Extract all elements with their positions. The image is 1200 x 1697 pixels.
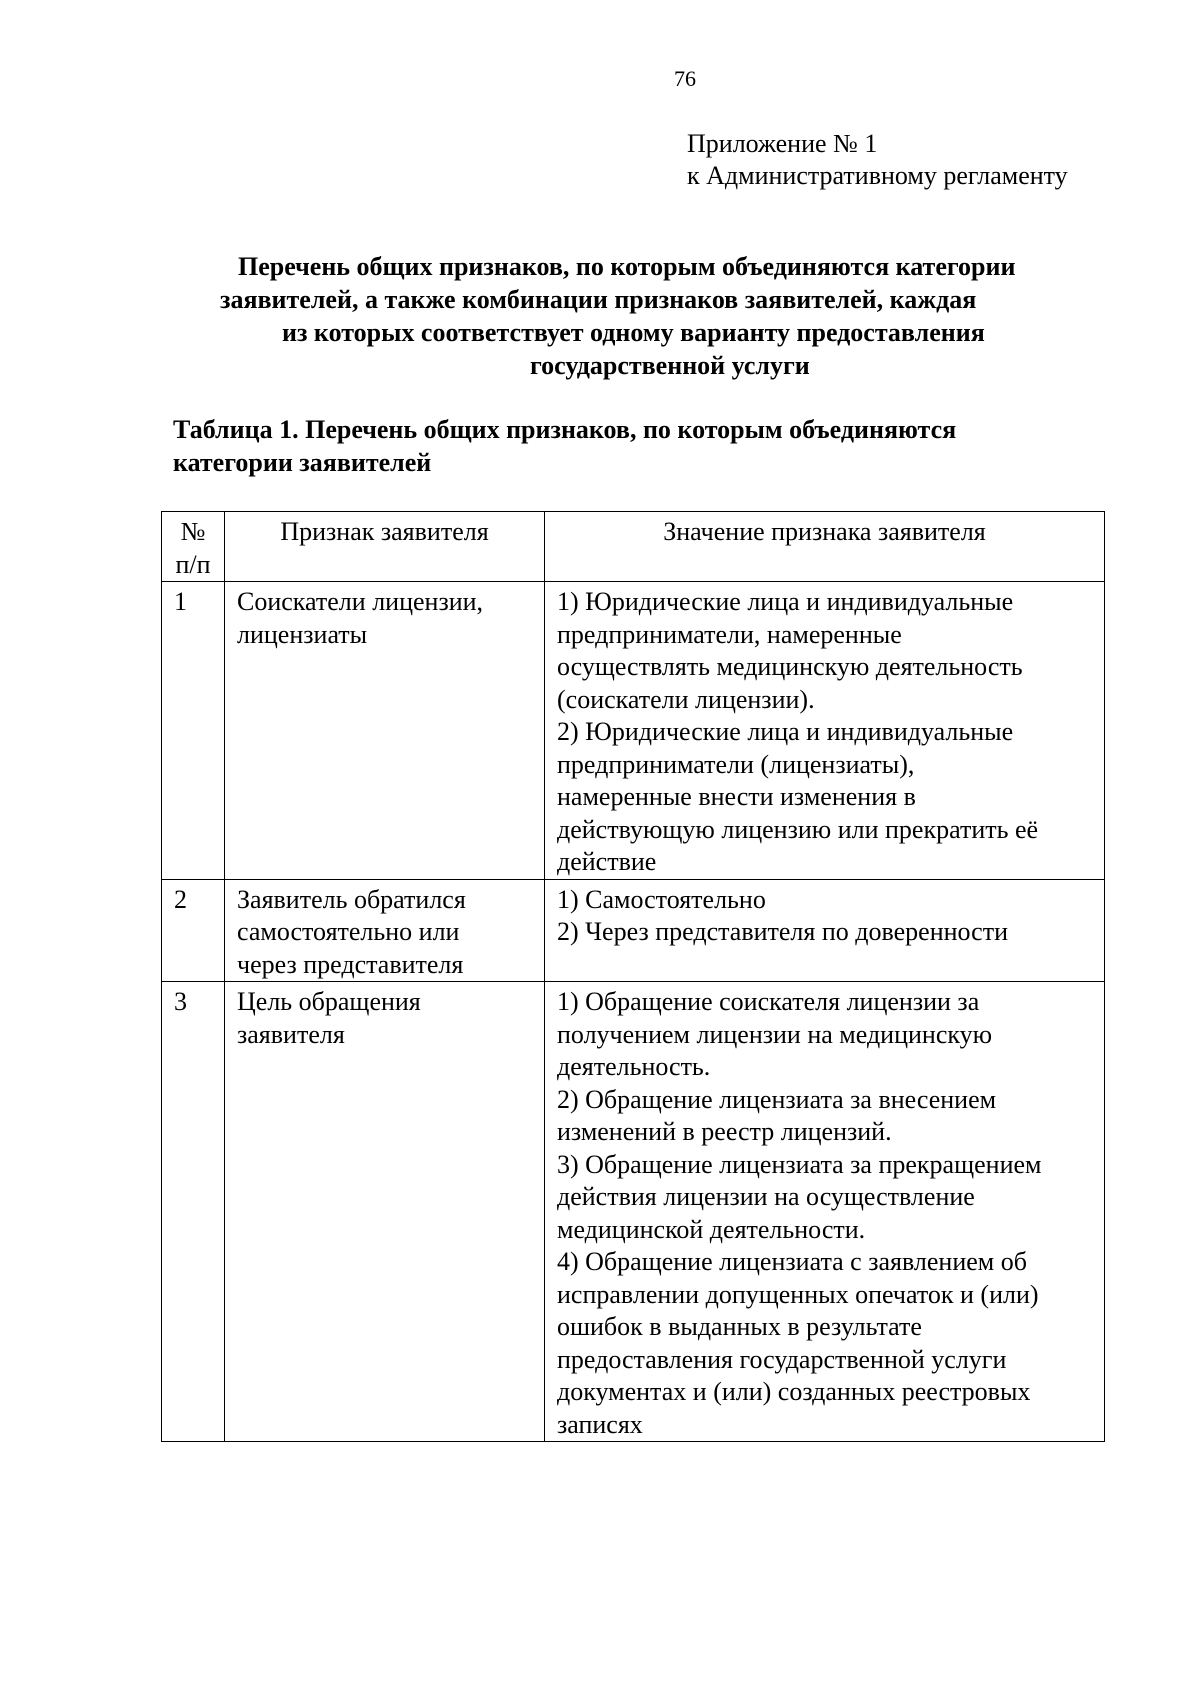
value-line: изменений в реестр лицензий. <box>557 1117 892 1146</box>
appendix-line: Приложение № 1 <box>687 129 878 158</box>
value-line: осуществлять медицинскую деятельность <box>557 652 1023 681</box>
value-line: деятельность. <box>557 1052 711 1081</box>
document-title <box>160 250 1160 382</box>
appendix-reference <box>687 128 1068 192</box>
row-sign <box>225 982 545 1442</box>
table-header-row <box>162 512 1105 582</box>
value-line: 3) Обращение лицензиата за прекращением <box>557 1149 1042 1179</box>
value-line: 2) Юридические лица и индивидуальные <box>557 717 1014 746</box>
row-number: 3 <box>162 982 225 1442</box>
sign-line: Заявитель обратился <box>237 884 466 914</box>
value-line: медицинской деятельности. <box>557 1214 866 1244</box>
value-line: документах и (или) созданных реестровых <box>557 1377 1031 1406</box>
value-line: 1) Юридические лица и индивидуальные <box>557 587 1014 616</box>
sign-line: через представителя <box>237 949 464 979</box>
value-line: намеренные внести изменения в <box>557 782 916 811</box>
caption-line: категории заявителей <box>173 448 432 477</box>
sign-line: самостоятельно или <box>237 917 460 946</box>
page-number: 76 <box>674 66 696 91</box>
sign-line: Соискатели лицензии, <box>237 587 484 616</box>
title-line: заявителей, а также комбинации признаков заявителей, каждая <box>220 285 977 314</box>
row-number: 1 <box>162 582 225 880</box>
value-line: 2) Обращение лицензиата за внесением <box>557 1084 997 1114</box>
title-line: государственной услуги <box>530 351 810 380</box>
table-row <box>162 879 1105 982</box>
title-line: из которых соответствует одному варианту предоставления <box>282 318 985 347</box>
header-sign: Признак заявителя <box>225 512 545 582</box>
table-row <box>162 582 1105 880</box>
row-number: 2 <box>162 879 225 982</box>
appendix-line: к Административному регламенту <box>687 161 1068 190</box>
row-sign <box>225 582 545 880</box>
table-row <box>162 982 1105 1442</box>
value-line: 1) Самостоятельно <box>557 884 766 914</box>
value-line: действия лицензии на осуществление <box>557 1182 975 1211</box>
header-number-line: № <box>180 517 206 546</box>
sign-line: Цель обращения <box>237 987 421 1016</box>
value-line: исправлении допущенных опечаток и (или) <box>557 1279 1039 1309</box>
value-line: действие <box>557 847 657 876</box>
row-value <box>545 582 1105 880</box>
header-number <box>162 512 225 582</box>
row-sign <box>225 879 545 982</box>
row-value <box>545 982 1105 1442</box>
applicant-criteria-table <box>161 511 1105 1442</box>
value-line: предоставления государственной услуги <box>557 1344 1007 1374</box>
header-number-line: п/п <box>175 549 211 579</box>
value-line: записях <box>557 1409 643 1439</box>
sign-line: заявителя <box>237 1019 345 1049</box>
value-line: (соискатели лицензии). <box>557 684 815 714</box>
row-value <box>545 879 1105 982</box>
value-line: действующую лицензию или прекратить её <box>557 814 1039 844</box>
value-line: 2) Через представителя по доверенности <box>557 917 1008 946</box>
value-line: ошибок в выданных в результате <box>557 1312 922 1341</box>
value-line: предприниматели, намеренные <box>557 619 902 649</box>
caption-line: Таблица 1. Перечень общих признаков, по которым объединяются <box>173 415 957 444</box>
title-line: Перечень общих признаков, по которым объединяются категории <box>238 252 1016 281</box>
value-line: 4) Обращение лицензиата с заявлением об <box>557 1247 1027 1276</box>
value-line: предприниматели (лицензиаты), <box>557 749 915 779</box>
table-caption <box>173 413 1133 479</box>
header-value: Значение признака заявителя <box>545 512 1105 582</box>
sign-line: лицензиаты <box>237 619 368 649</box>
value-line: 1) Обращение соискателя лицензии за <box>557 987 980 1016</box>
value-line: получением лицензии на медицинскую <box>557 1019 993 1049</box>
